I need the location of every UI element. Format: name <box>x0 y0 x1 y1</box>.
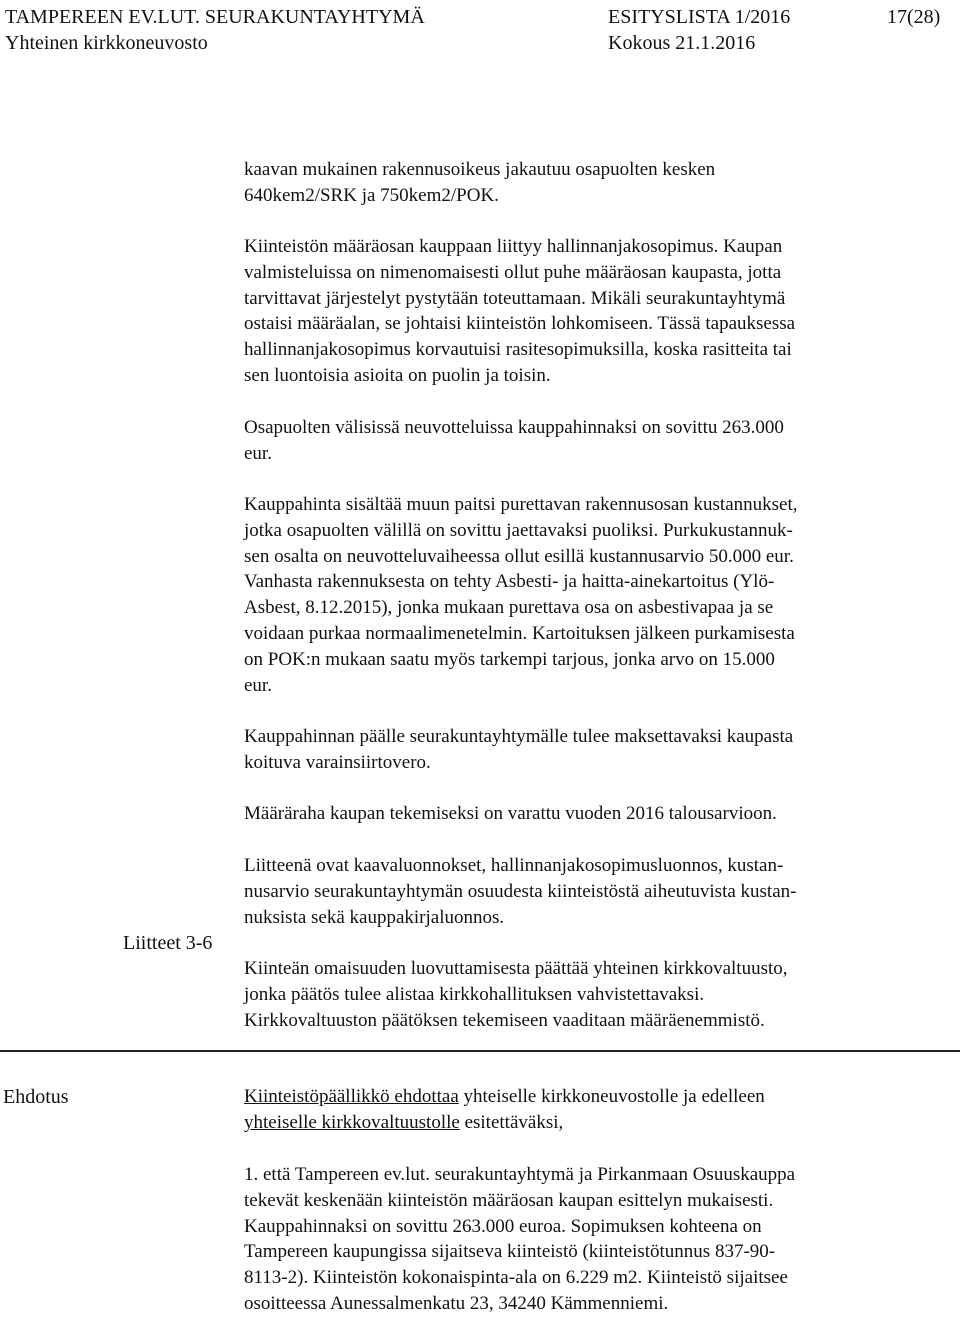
text-line <box>244 1084 765 1110</box>
text-line <box>244 1110 765 1136</box>
text-line: nusarvio seurakuntayhtymän osuudesta kiinteistöstä aiheutuvista kustan- <box>244 880 797 902</box>
header-org: TAMPEREEN EV.LUT. SEURAKUNTAYHTYMÄ <box>5 6 425 28</box>
header-body: Yhteinen kirkkoneuvosto <box>5 32 208 54</box>
text-line: Kiinteän omaisuuden luovuttamisesta päättää yhteinen kirkkovaltuusto, <box>244 958 788 979</box>
text-line: Kauppahinnaksi on sovittu 263.000 euroa. Sopimuksen kohteena on <box>244 1215 762 1237</box>
recipient-text: yhteiselle kirkkovaltuustolle <box>244 1111 460 1133</box>
text-line: eur. <box>244 674 272 696</box>
text-line: 640kem2/SRK ja 750kem2/POK. <box>244 184 499 206</box>
attachments-label: Liitteet 3-6 <box>123 932 213 954</box>
text-line: on POK:n mukaan saatu myös tarkempi tarjous, jonka arvo on 15.000 <box>244 648 775 670</box>
text-line: Kirkkovaltuuston päätöksen tekemiseen vaaditaan määräenemmistö. <box>244 1009 765 1031</box>
paragraph-management-agreement <box>244 234 795 389</box>
text-line: Liitteenä ovat kaavaluonnokset, hallinnanjakosopimusluonnos, kustan- <box>244 855 784 876</box>
text-line: kaavan mukainen rakennusoikeus jakautuu osapuolten kesken <box>244 159 716 180</box>
text-line: sen luontoisia asioita on puolin ja toisin. <box>244 364 551 386</box>
text-line: ostaisi määräalan, se johtaisi kiinteistön lohkomiseen. Tässä tapauksessa <box>244 313 796 335</box>
proposal-label: Ehdotus <box>3 1086 69 1108</box>
paragraph-decision-authority <box>244 956 788 1033</box>
text-fragment: yhteiselle kirkkoneuvostolle ja edelleen <box>458 1086 765 1107</box>
proposal-item-1 <box>244 1162 795 1317</box>
header-page-number: 17(28) <box>887 6 941 28</box>
text-line: Asbest, 8.12.2015), jonka mukaan purettava osa on asbestivapaa ja se <box>244 597 774 619</box>
text-line: Kiinteistön määräosan kauppaan liittyy hallinnanjakosopimus. Kaupan <box>244 236 783 257</box>
text-line: Osapuolten välisissä neuvotteluissa kauppahinnaksi on sovittu 263.000 <box>244 417 784 438</box>
text-line: valmisteluissa on nimenomaisesti ollut puhe määräosan kaupasta, jotta <box>244 261 782 283</box>
text-line: jotka osapuolten välillä on sovittu jaettavaksi puoliksi. Purkukustannuk- <box>244 519 793 541</box>
paragraph-budget <box>244 801 777 827</box>
text-line: Tampereen kaupungissa sijaitseva kiinteistö (kiinteistötunnus 837-90- <box>244 1241 776 1263</box>
text-line: voidaan purkaa normaalimenetelmin. Kartoituksen jälkeen purkamisesta <box>244 622 795 644</box>
paragraph-purchase-price <box>244 415 784 467</box>
header-meeting: Kokous 21.1.2016 <box>608 32 756 54</box>
paragraph-building-rights <box>244 157 715 209</box>
text-line: Määräraha kaupan tekemiseksi on varattu vuoden 2016 talousarvioon. <box>244 803 777 824</box>
text-line: 8113-2). Kiinteistön kokonaispinta-ala on 6.229 m2. Kiinteistö sijaitsee <box>244 1267 788 1289</box>
text-line: eur. <box>244 442 272 464</box>
text-line: tekevät keskenään kiinteistön määräosan kaupan esittelyn mukaisesti. <box>244 1189 774 1211</box>
text-line: sen osalta on neuvotteluvaiheessa ollut esillä kustannusarvio 50.000 eur. <box>244 545 794 567</box>
text-line: jonka päätös tulee alistaa kirkkohallituksen vahvistettavaksi. <box>244 983 705 1005</box>
paragraph-attachments <box>244 853 796 930</box>
proposer-text: Kiinteistöpäällikkö ehdottaa <box>244 1086 459 1107</box>
paragraph-demolition-costs <box>244 492 798 698</box>
proposal-intro <box>244 1084 765 1136</box>
text-line: osoitteessa Aunessalmenkatu 23, 34240 Kämmenniemi. <box>244 1292 669 1314</box>
text-line: koituva varainsiirtovero. <box>244 751 431 773</box>
text-line: Vanhasta rakennuksesta on tehty Asbesti- ja haitta-ainekartoitus (Ylö- <box>244 571 775 593</box>
header-agenda: ESITYSLISTA 1/2016 <box>608 6 791 28</box>
text-fragment: esitettäväksi, <box>459 1111 564 1133</box>
section-divider <box>0 1050 960 1052</box>
text-line: tarvittavat järjestelyt pystytään toteuttamaan. Mikäli seurakuntayhtymä <box>244 287 786 309</box>
text-line: hallinnanjakosopimus korvautuisi rasitesopimuksilla, koska rasitteita tai <box>244 339 792 361</box>
text-line: Kauppahinta sisältää muun paitsi purettavan rakennusosan kustannukset, <box>244 494 798 515</box>
paragraph-transfer-tax <box>244 724 793 776</box>
text-line: 1. että Tampereen ev.lut. seurakuntayhtymä ja Pirkanmaan Osuuskauppa <box>244 1164 796 1185</box>
text-line: nuksista sekä kauppakirjaluonnos. <box>244 906 505 928</box>
text-line: Kauppahinnan päälle seurakuntayhtymälle tulee maksettavaksi kaupasta <box>244 726 794 747</box>
